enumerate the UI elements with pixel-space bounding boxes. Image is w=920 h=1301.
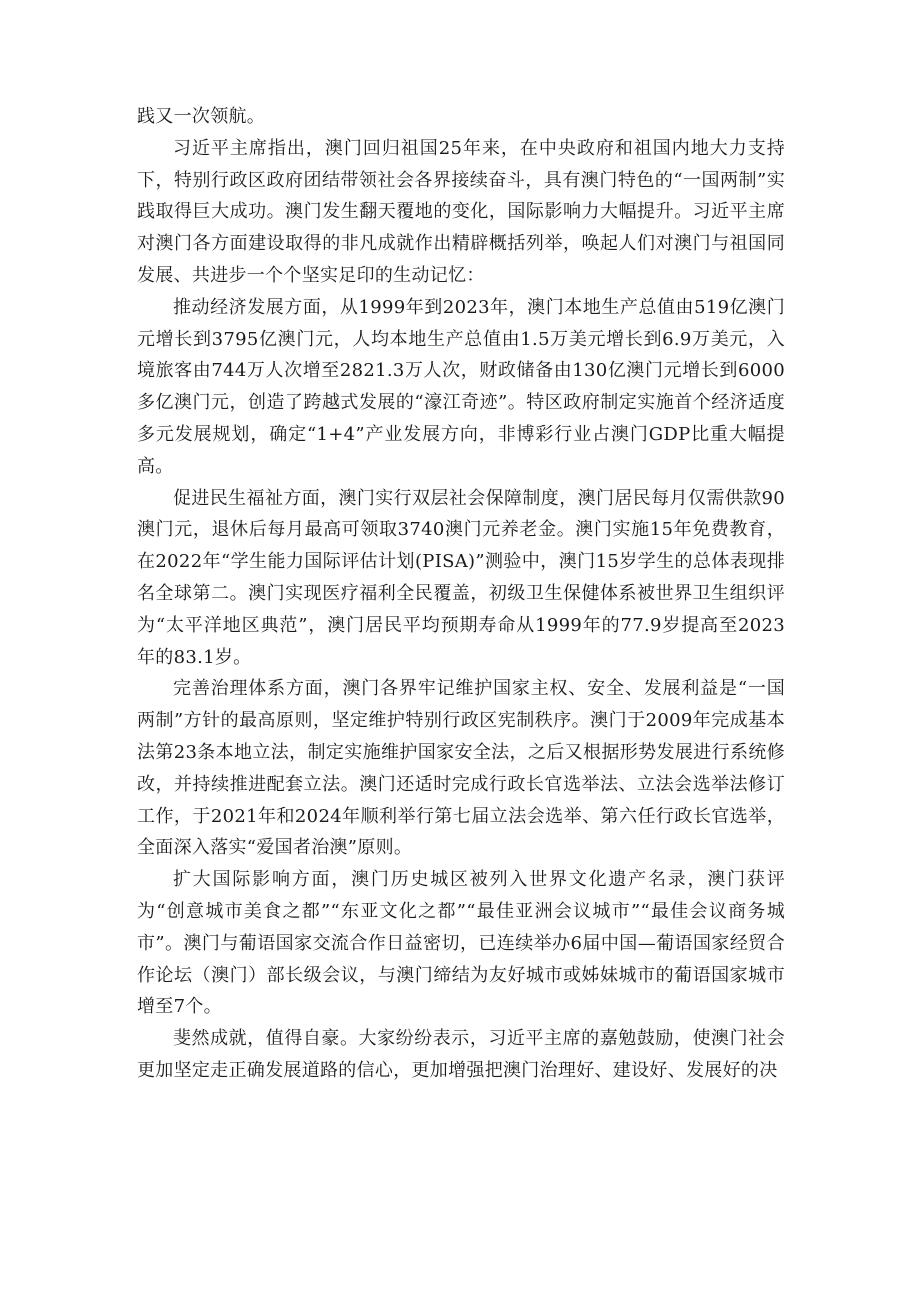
article-body xyxy=(137,101,785,1087)
paragraph-governance: 完善治理体系方面，澳门各界牢记维护国家主权、安全、发展利益是“一国两制”方针的最高原则，坚定维护特别行政区宪制秩序。澳门于2009年完成基本法第23条本地立法，制定实施维护国家安全法，之后又根据形势发展进行系统修改，并持续推进配套立法。澳门还适时完成行政长官选举法、立法会选举法修订工作，于2021年和2024年顺利举行第七届立法会选举、第六任行政长官选举，全面深入落实“爱国者治澳”原则。 xyxy=(137,678,785,859)
paragraph-international: 扩大国际影响方面，澳门历史城区被列入世界文化遗产名录，澳门获评为“创意城市美食之都”“东亚文化之都”“最佳亚洲会议城市”“最佳会议商务城市”。澳门与葡语国家交流合作日益密切，已连续举办6届中国—葡语国家经贸合作论坛（澳门）部长级会议，与澳门缔结为友好城市或姊妹城市的葡语国家城市增至7个。 xyxy=(137,869,785,1018)
paragraph-conclusion: 斐然成就，值得自豪。大家纷纷表示，习近平主席的嘉勉鼓励，使澳门社会更加坚定走正确发展道路的信心，更加增强把澳门治理好、建设好、发展好的决 xyxy=(137,1028,785,1081)
paragraph-continuation: 践又一次领航。 xyxy=(137,106,266,127)
paragraph-economy: 推动经济发展方面，从1999年到2023年，澳门本地生产总值由519亿澳门元增长到3795亿澳门元，人均本地生产总值由1.5万美元增长到6.9万美元，入境旅客由744万人次增至2821.3万人次，财政储备由130亿澳门元增长到6000多亿澳门元，创造了跨越式发展的“濠江奇迹”。特区政府制定实施首个经济适度多元发展规划，确定“1+4”产业发展方向，非博彩行业占澳门GDP比重大幅提高。 xyxy=(137,296,785,477)
paragraph-overview: 习近平主席指出，澳门回归祖国25年来，在中央政府和祖国内地大力支持下，特别行政区政府团结带领社会各界接续奋斗，具有澳门特色的“一国两制”实践取得巨大成功。澳门发生翻天覆地的变化，国际影响力大幅提升。习近平主席对澳门各方面建设取得的非凡成就作出精辟概括列举，唤起人们对澳门与祖国同发展、共进步一个个坚实足印的生动记忆： xyxy=(137,137,785,286)
paragraph-livelihood: 促进民生福祉方面，澳门实行双层社会保障制度，澳门居民每月仅需供款90澳门元，退休后每月最高可领取3740澳门元养老金。澳门实施15年免费教育，在2022年“学生能力国际评估计划(PISA)”测验中，澳门15岁学生的总体表现排名全球第二。澳门实现医疗福利全民覆盖，初级卫生保健体系被世界卫生组织评为“太平洋地区典范”，澳门居民平均预期寿命从1999年的77.9岁提高至2023年的83.1岁。 xyxy=(137,487,785,668)
